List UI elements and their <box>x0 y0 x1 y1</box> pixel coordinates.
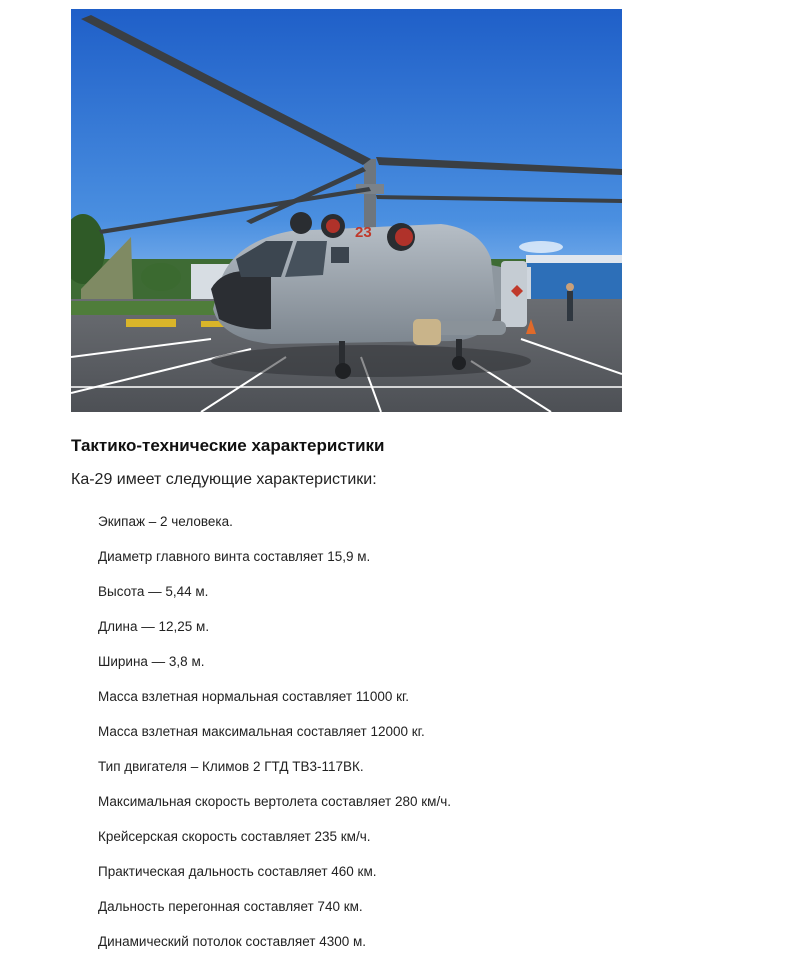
specs-list <box>98 509 451 964</box>
intro-text: Ка-29 имеет следующие характеристики: <box>71 471 377 488</box>
spec-item: Диаметр главного винта составляет 15,9 м. <box>98 549 371 564</box>
spec-item: Практическая дальность составляет 460 км. <box>98 864 377 879</box>
spec-item: Крейсерская скорость составляет 235 км/ч. <box>98 829 371 844</box>
spec-item: Длина — 12,25 м. <box>98 619 210 634</box>
fuselage-number: 23 <box>355 224 372 241</box>
helicopter-photo <box>71 9 622 412</box>
spec-item: Масса взлетная максимальная составляет 12000 кг. <box>98 724 425 739</box>
spec-item: Максимальная скорость вертолета составляет 280 км/ч. <box>98 794 451 809</box>
helicopter-illustration <box>71 9 622 412</box>
spec-item: Тип двигателя – Климов 2 ГТД ТВ3-117ВК. <box>98 759 364 774</box>
spec-item: Масса взлетная нормальная составляет 11000 кг. <box>98 689 410 704</box>
spec-item: Динамический потолок составляет 4300 м. <box>98 934 367 949</box>
spec-item: Высота — 5,44 м. <box>98 584 209 599</box>
spec-item: Дальность перегонная составляет 740 км. <box>98 899 363 914</box>
spec-item: Экипаж – 2 человека. <box>98 514 233 529</box>
spec-item: Ширина — 3,8 м. <box>98 654 205 669</box>
section-heading: Тактико-технические характеристики <box>71 436 385 455</box>
